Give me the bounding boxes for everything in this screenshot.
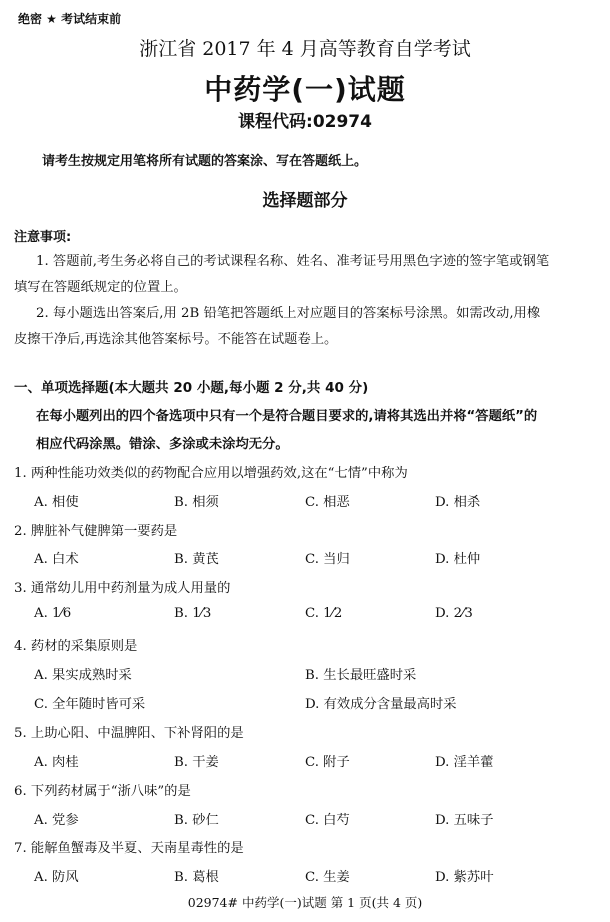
note-1-line-1: 1. 答题前,考生务必将自己的考试课程名称、姓名、准考证号用黑色字迹的签字笔或钢笔 (36, 254, 550, 269)
question-3-option-b: B. 1⁄3 (174, 606, 212, 621)
question-2-stem: 2. 脾脏补气健脾第一要药是 (14, 524, 178, 539)
question-1-stem: 1. 两种性能功效类似的药物配合应用以增强药效,这在“七情”中称为 (14, 466, 408, 481)
question-2-option-b: B. 黄芪 (174, 552, 219, 567)
question-5-option-a: A. 肉桂 (34, 755, 79, 770)
part-one-heading: 一、单项选择题(本大题共 20 小题,每小题 2 分,共 40 分) (14, 380, 369, 396)
question-1-option-c: C. 相恶 (305, 495, 350, 510)
confidential-label: 绝密 ★ 考试结束前 (18, 12, 122, 26)
question-4-option-d: D. 有效成分含量最高时采 (305, 697, 457, 712)
course-code: 课程代码:02974 (238, 112, 372, 132)
question-5-option-b: B. 干姜 (174, 755, 219, 770)
subject-title: 中药学(一)试题 (204, 73, 406, 106)
question-1-option-b: B. 相须 (174, 495, 219, 510)
question-6-option-c: C. 白芍 (305, 813, 350, 828)
exam-title: 浙江省 2017 年 4 月高等教育自学考试 (139, 38, 471, 60)
question-7-option-a: A. 防风 (34, 870, 79, 885)
question-4-option-a: A. 果实成熟时采 (34, 668, 132, 683)
page-footer: 02974# 中药学(一)试题 第 1 页(共 4 页) (187, 895, 423, 910)
question-1-option-d: D. 相杀 (435, 495, 481, 510)
question-7-option-d: D. 紫苏叶 (435, 870, 494, 885)
question-6-stem: 6. 下列药材属于“浙八味”的是 (14, 784, 191, 799)
question-7-stem: 7. 能解鱼蟹毒及半夏、天南星毒性的是 (14, 841, 244, 856)
question-4-option-b: B. 生长最旺盛时采 (305, 668, 417, 683)
question-6-option-d: D. 五味子 (435, 813, 494, 828)
question-2-option-d: D. 杜仲 (435, 552, 481, 567)
note-1-line-2: 填写在答题纸规定的位置上。 (14, 280, 187, 295)
question-2-option-a: A. 白术 (34, 552, 79, 567)
section-title: 选择题部分 (262, 191, 348, 211)
note-2-line-2: 皮擦干净后,再选涂其他答案标号。不能答在试题卷上。 (14, 332, 338, 347)
question-7-option-b: B. 葛根 (174, 870, 219, 885)
question-3-option-d: D. 2⁄3 (435, 606, 473, 621)
question-6-option-a: A. 党参 (34, 813, 79, 828)
part-one-instruction-line-1: 在每小题列出的四个备选项中只有一个是符合题目要求的,请将其选出并将“答题纸”的 (36, 409, 538, 424)
question-5-option-c: C. 附子 (305, 755, 350, 770)
question-6-option-b: B. 砂仁 (174, 813, 219, 828)
question-4-stem: 4. 药材的采集原则是 (14, 639, 138, 654)
question-1-option-a: A. 相使 (34, 495, 79, 510)
question-3-stem: 3. 通常幼儿用中药剂量为成人用量的 (14, 581, 231, 596)
question-7-option-c: C. 生姜 (305, 870, 350, 885)
part-one-instruction-line-2: 相应代码涂黑。错涂、多涂或未涂均无分。 (36, 437, 289, 452)
notes-title: 注意事项: (14, 230, 72, 245)
question-3-option-a: A. 1⁄6 (34, 606, 72, 621)
question-4-option-c: C. 全年随时皆可采 (34, 697, 146, 712)
note-2-line-1: 2. 每小题选出答案后,用 2B 铅笔把答题纸上对应题目的答案标号涂黑。如需改动,用橡 (36, 306, 541, 321)
question-2-option-c: C. 当归 (305, 552, 350, 567)
answer-instruction: 请考生按规定用笔将所有试题的答案涂、写在答题纸上。 (42, 154, 368, 169)
question-5-stem: 5. 上助心阳、中温脾阳、下补肾阳的是 (14, 726, 244, 741)
question-5-option-d: D. 淫羊藿 (435, 755, 494, 770)
question-3-option-c: C. 1⁄2 (305, 606, 343, 621)
